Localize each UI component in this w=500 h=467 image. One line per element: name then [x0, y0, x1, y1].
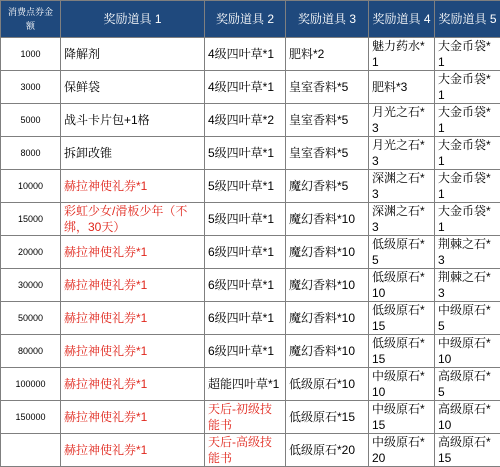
reward-item-4-cell: [369, 401, 435, 434]
amount-cell: [1, 104, 61, 137]
reward-item-5-cell: [435, 170, 500, 203]
amount-cell: [1, 368, 61, 401]
reward-item-5-cell: [435, 368, 500, 401]
table-body: [1, 38, 500, 467]
reward-item-5-cell: [435, 401, 500, 434]
amount-cell: [1, 434, 61, 467]
reward-item-3-text: 魔幻香料*10: [289, 278, 356, 292]
table-row: [1, 335, 500, 368]
header-amount: 消费点券金额: [1, 1, 61, 38]
reward-item-3-text: 低级原石*20: [289, 443, 356, 457]
reward-item-3-cell: [286, 434, 369, 467]
amount-text: 20000: [17, 247, 44, 257]
reward-item-3-text: 低级原石*10: [289, 377, 356, 391]
header-item-2: 奖励道具 2: [205, 1, 286, 38]
amount-cell: [1, 137, 61, 170]
reward-item-4-cell: [369, 38, 435, 71]
reward-item-3-text: 魔幻香料*5: [289, 179, 349, 193]
reward-item-4-cell: [369, 71, 435, 104]
reward-item-2-cell: [205, 137, 286, 170]
amount-cell: [1, 71, 61, 104]
reward-item-3-cell: [286, 137, 369, 170]
reward-item-2-cell: [205, 203, 286, 236]
reward-item-1-text: 赫拉神使礼券*1: [64, 245, 148, 259]
reward-item-1-cell: [61, 434, 205, 467]
reward-item-5-cell: [435, 269, 500, 302]
reward-item-5-text: 中级原石*10: [438, 336, 491, 366]
reward-item-3-cell: [286, 335, 369, 368]
reward-item-3-text: 魔幻香料*10: [289, 245, 356, 259]
reward-item-4-cell: [369, 203, 435, 236]
reward-item-2-text: 4级四叶草*1: [208, 80, 275, 94]
header-item-1: 奖励道具 1: [61, 1, 205, 38]
table-row: [1, 170, 500, 203]
reward-item-2-text: 5级四叶草*1: [208, 212, 275, 226]
reward-item-4-cell: [369, 137, 435, 170]
header-item-5: 奖励道具 5: [435, 1, 500, 38]
reward-item-3-text: 肥料*2: [289, 47, 325, 61]
reward-item-4-text: 中级原石*15: [372, 402, 425, 432]
amount-cell: [1, 335, 61, 368]
reward-item-2-cell: [205, 71, 286, 104]
reward-item-1-cell: [61, 137, 205, 170]
reward-item-5-text: 高级原石*5: [438, 369, 491, 399]
reward-item-1-text: 赫拉神使礼券*1: [64, 443, 148, 457]
amount-text: 100000: [15, 379, 46, 389]
reward-item-5-cell: [435, 104, 500, 137]
table-row: [1, 368, 500, 401]
reward-item-1-text: 战斗卡片包+1格: [64, 113, 150, 127]
reward-item-2-text: 6级四叶草*1: [208, 311, 275, 325]
reward-item-4-cell: [369, 335, 435, 368]
reward-item-1-cell: [61, 71, 205, 104]
reward-item-4-cell: [369, 170, 435, 203]
reward-item-2-text: 超能四叶草*1: [208, 377, 280, 391]
reward-item-4-cell: [369, 302, 435, 335]
amount-text: 8000: [20, 148, 41, 158]
amount-text: 15000: [17, 214, 44, 224]
reward-item-4-text: 深渊之石*3: [372, 204, 425, 234]
reward-item-3-text: 低级原石*15: [289, 410, 356, 424]
reward-item-2-text: 6级四叶草*1: [208, 344, 275, 358]
reward-item-3-cell: [286, 71, 369, 104]
reward-item-3-cell: [286, 170, 369, 203]
table-row: [1, 236, 500, 269]
reward-item-4-cell: [369, 434, 435, 467]
amount-text: 5000: [20, 115, 41, 125]
reward-item-2-cell: [205, 302, 286, 335]
reward-item-5-text: 荆棘之石*3: [438, 237, 491, 267]
table-row: [1, 38, 500, 71]
table-row: [1, 71, 500, 104]
reward-item-5-cell: [435, 71, 500, 104]
reward-item-4-text: 肥料*3: [372, 80, 408, 94]
amount-cell: [1, 302, 61, 335]
reward-item-3-text: 魔幻香料*10: [289, 212, 356, 226]
amount-cell: [1, 401, 61, 434]
reward-item-1-cell: [61, 335, 205, 368]
amount-cell: [1, 170, 61, 203]
reward-item-2-text: 天后-高级技能书: [208, 435, 272, 465]
reward-item-2-cell: [205, 38, 286, 71]
reward-item-1-text: 拆卸改锥: [64, 146, 113, 160]
reward-item-2-cell: [205, 434, 286, 467]
reward-item-5-text: 大金币袋*1: [438, 105, 491, 135]
reward-item-3-cell: [286, 104, 369, 137]
reward-item-4-text: 低级原石*15: [372, 336, 425, 366]
reward-item-3-cell: [286, 38, 369, 71]
reward-item-3-text: 魔幻香料*10: [289, 311, 356, 325]
reward-item-2-cell: [205, 401, 286, 434]
reward-item-5-text: 高级原石*15: [438, 435, 491, 465]
reward-item-3-text: 魔幻香料*10: [289, 344, 356, 358]
reward-item-2-text: 4级四叶草*2: [208, 113, 275, 127]
reward-item-3-cell: [286, 203, 369, 236]
table-row: [1, 203, 500, 236]
reward-item-4-cell: [369, 368, 435, 401]
reward-item-2-text: 5级四叶草*1: [208, 146, 275, 160]
reward-item-4-text: 月光之石*3: [372, 138, 425, 168]
reward-item-1-cell: [61, 302, 205, 335]
reward-item-4-text: 中级原石*10: [372, 369, 425, 399]
amount-text: 50000: [17, 313, 44, 323]
amount-cell: [1, 38, 61, 71]
reward-item-2-cell: [205, 335, 286, 368]
reward-item-5-cell: [435, 236, 500, 269]
reward-item-4-text: 月光之石*3: [372, 105, 425, 135]
reward-item-2-text: 4级四叶草*1: [208, 47, 275, 61]
reward-item-2-cell: [205, 368, 286, 401]
reward-item-5-cell: [435, 302, 500, 335]
amount-text: 30000: [17, 280, 44, 290]
reward-item-4-text: 魅力药水*1: [372, 39, 425, 69]
reward-item-5-cell: [435, 203, 500, 236]
reward-item-3-cell: [286, 302, 369, 335]
reward-item-3-cell: [286, 269, 369, 302]
reward-item-5-text: 大金币袋*1: [438, 72, 491, 102]
reward-item-1-text: 彩虹少女/滑板少年（不绑，30天）: [64, 204, 188, 234]
reward-item-2-cell: [205, 236, 286, 269]
reward-item-3-cell: [286, 401, 369, 434]
reward-item-1-text: 降解剂: [64, 47, 101, 61]
table-row: [1, 269, 500, 302]
table-row: [1, 104, 500, 137]
reward-item-1-text: 赫拉神使礼券*1: [64, 179, 148, 193]
reward-item-5-text: 荆棘之石*3: [438, 270, 491, 300]
amount-text: 80000: [17, 346, 44, 356]
reward-item-2-text: 5级四叶草*1: [208, 179, 275, 193]
reward-item-4-text: 中级原石*20: [372, 435, 425, 465]
reward-item-3-cell: [286, 236, 369, 269]
table-row: [1, 302, 500, 335]
reward-item-2-cell: [205, 269, 286, 302]
reward-item-5-text: 高级原石*10: [438, 402, 491, 432]
header-item-4: 奖励道具 4: [369, 1, 435, 38]
header-row: [1, 1, 500, 38]
reward-item-2-cell: [205, 170, 286, 203]
amount-text: 1000: [20, 49, 41, 59]
reward-item-1-text: 赫拉神使礼券*1: [64, 377, 148, 391]
reward-item-3-text: 皇室香料*5: [289, 113, 349, 127]
reward-item-1-cell: [61, 236, 205, 269]
reward-item-1-cell: [61, 38, 205, 71]
reward-item-5-cell: [435, 137, 500, 170]
reward-item-2-text: 6级四叶草*1: [208, 278, 275, 292]
table-row: [1, 401, 500, 434]
reward-item-4-text: 低级原石*10: [372, 270, 425, 300]
reward-item-3-cell: [286, 368, 369, 401]
header-item-3: 奖励道具 3: [286, 1, 369, 38]
reward-item-1-cell: [61, 269, 205, 302]
amount-cell: [1, 203, 61, 236]
reward-item-5-text: 中级原石*5: [438, 303, 491, 333]
reward-item-1-text: 赫拉神使礼券*1: [64, 410, 148, 424]
amount-text: 150000: [15, 412, 46, 422]
reward-item-5-cell: [435, 38, 500, 71]
reward-item-4-text: 深渊之石*3: [372, 171, 425, 201]
reward-item-5-text: 大金币袋*1: [438, 171, 491, 201]
table-row: [1, 434, 500, 467]
reward-item-5-cell: [435, 434, 500, 467]
reward-item-1-text: 赫拉神使礼券*1: [64, 278, 148, 292]
reward-item-1-cell: [61, 203, 205, 236]
reward-item-4-cell: [369, 104, 435, 137]
table-row: [1, 137, 500, 170]
reward-item-3-text: 皇室香料*5: [289, 146, 349, 160]
amount-cell: [1, 269, 61, 302]
reward-item-2-cell: [205, 104, 286, 137]
reward-item-5-text: 大金币袋*1: [438, 138, 491, 168]
reward-item-4-cell: [369, 236, 435, 269]
reward-item-1-text: 赫拉神使礼券*1: [64, 344, 148, 358]
reward-item-1-cell: [61, 104, 205, 137]
reward-item-2-text: 天后-初级技能书: [208, 402, 272, 432]
reward-item-2-text: 6级四叶草*1: [208, 245, 275, 259]
reward-item-5-text: 大金币袋*1: [438, 39, 491, 69]
reward-item-1-text: 赫拉神使礼券*1: [64, 311, 148, 325]
reward-item-1-cell: [61, 170, 205, 203]
amount-cell: [1, 236, 61, 269]
reward-item-3-text: 皇室香料*5: [289, 80, 349, 94]
reward-item-1-cell: [61, 368, 205, 401]
reward-item-5-cell: [435, 335, 500, 368]
reward-item-5-text: 大金币袋*1: [438, 204, 491, 234]
reward-item-4-cell: [369, 269, 435, 302]
amount-text: 10000: [17, 181, 44, 191]
reward-item-4-text: 低级原石*5: [372, 237, 425, 267]
reward-item-1-cell: [61, 401, 205, 434]
reward-item-4-text: 低级原石*15: [372, 303, 425, 333]
amount-text: 3000: [20, 82, 41, 92]
reward-item-1-text: 保鲜袋: [64, 80, 101, 94]
